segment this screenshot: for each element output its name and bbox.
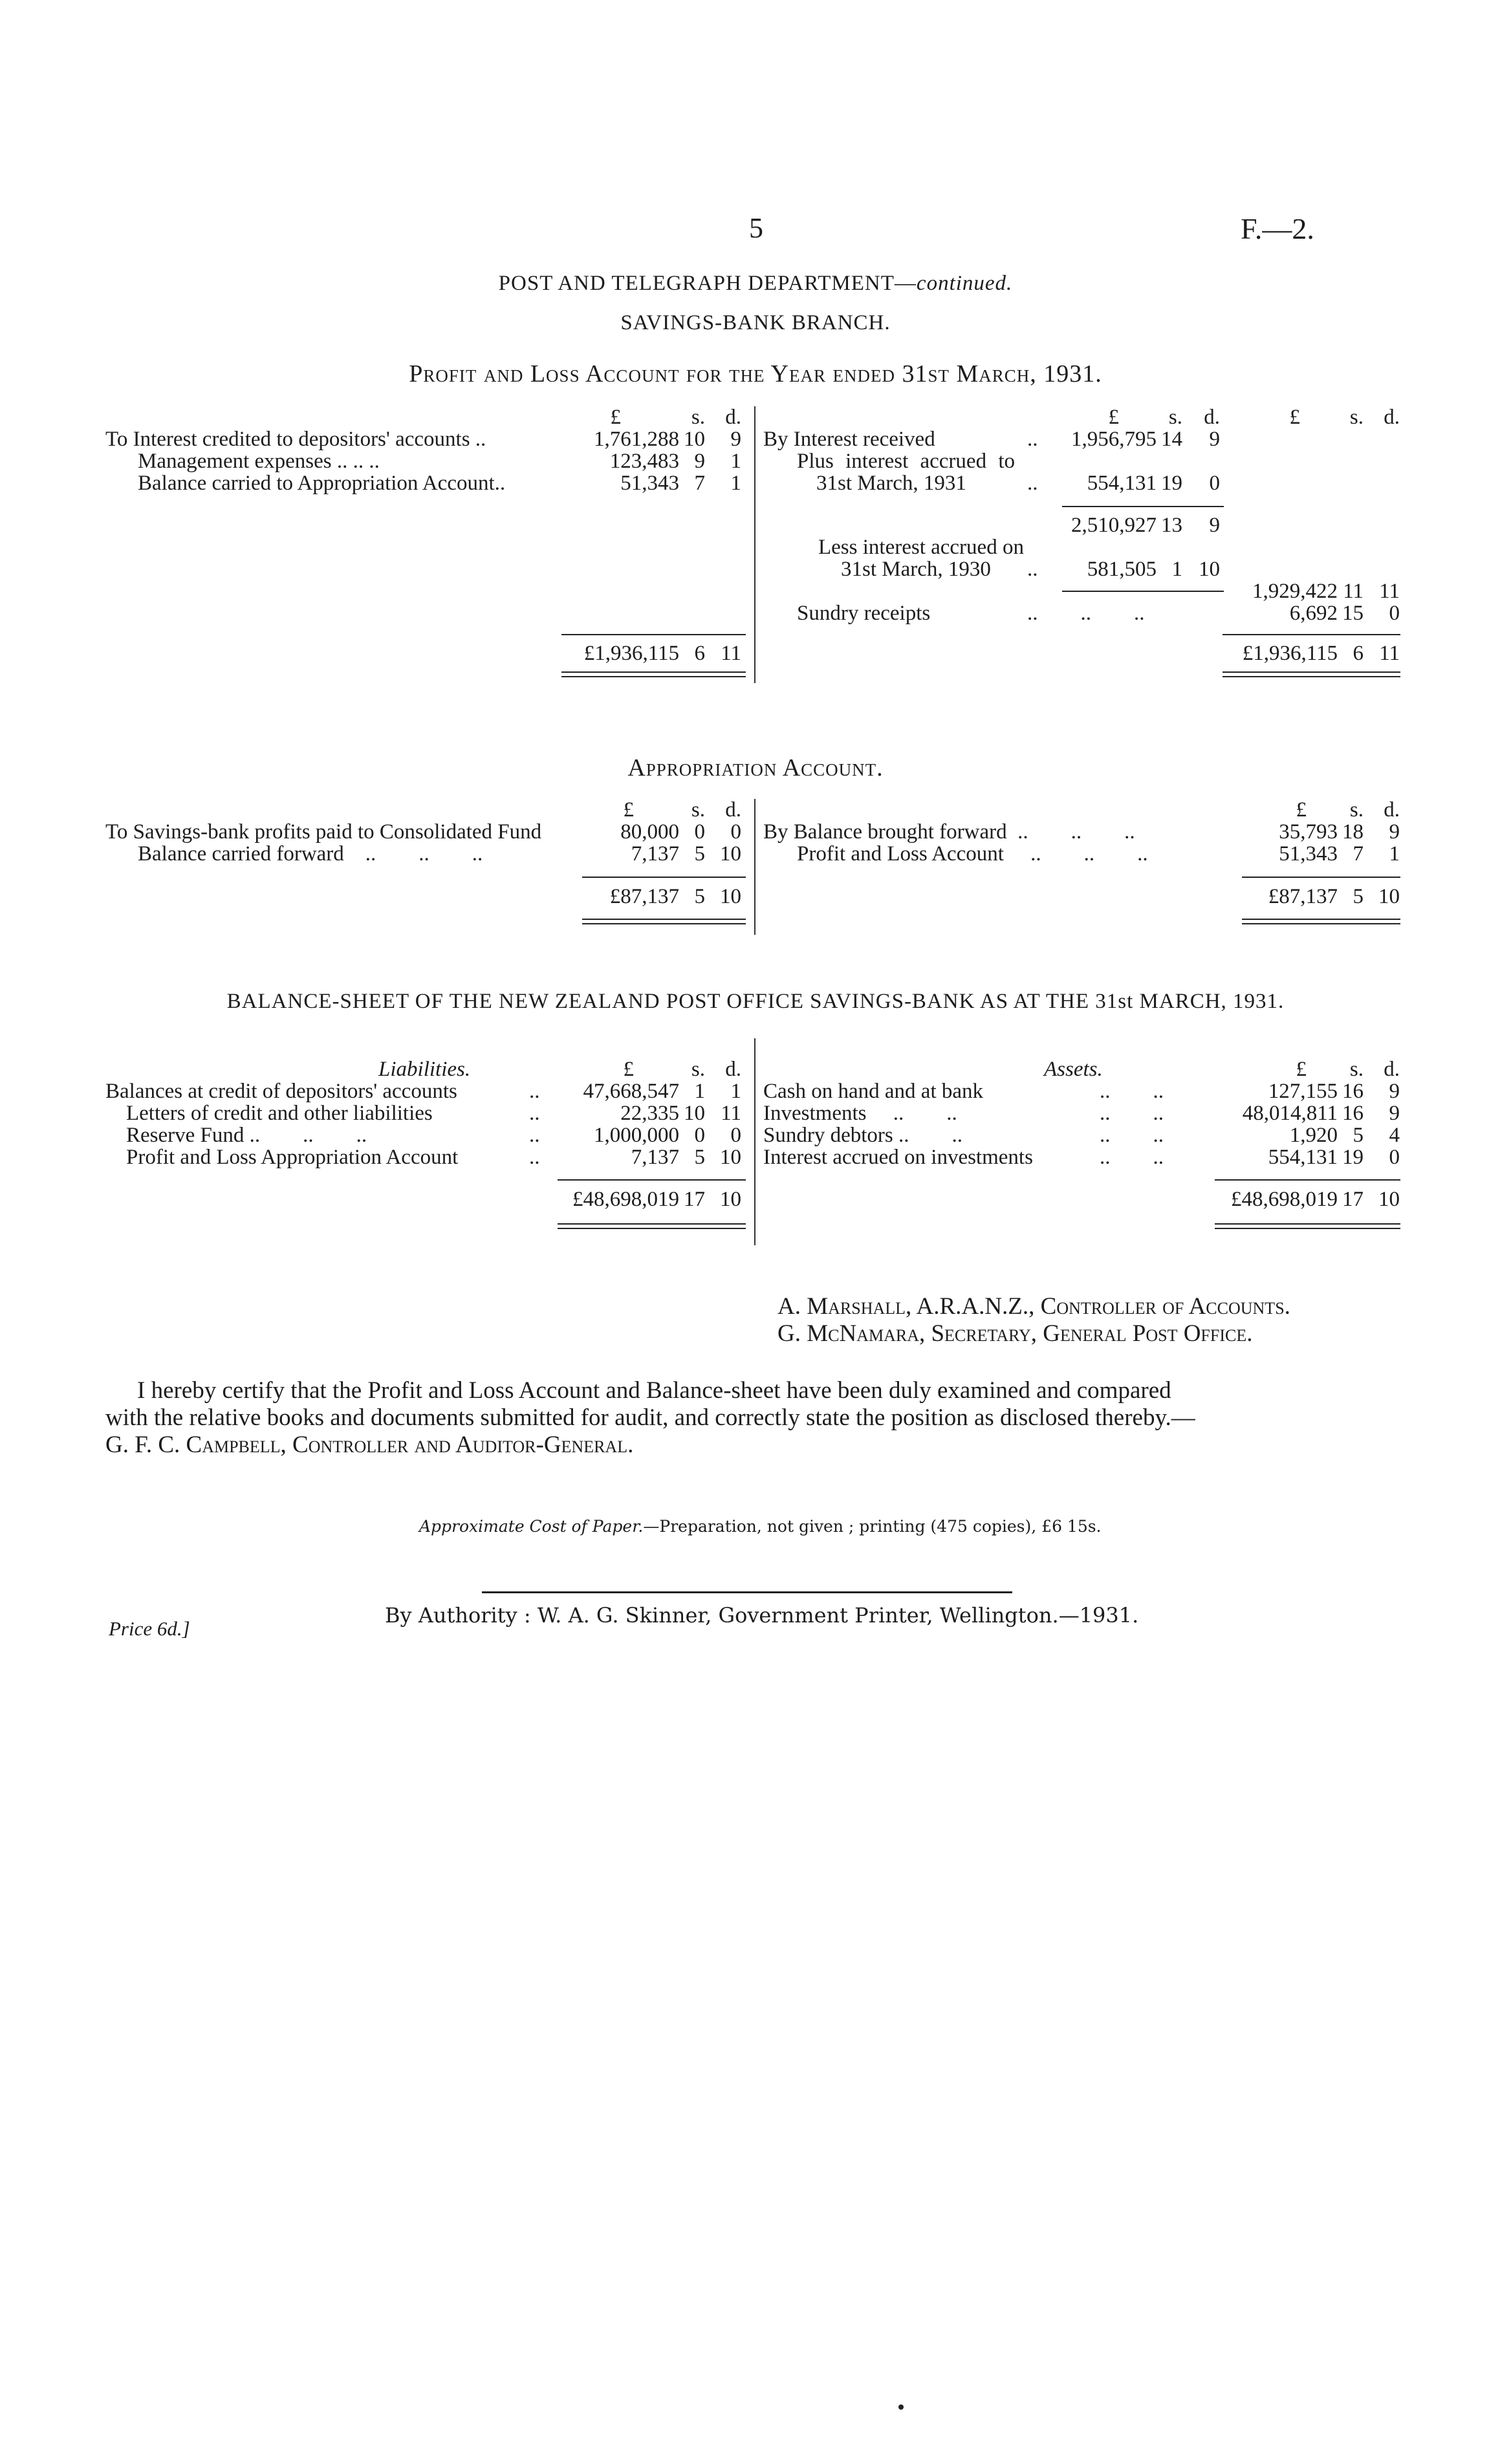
stray-print-mark	[898, 2404, 904, 2410]
price: Price 6d.]	[109, 1617, 190, 1640]
app-cr-row-pounds: 51,343	[1279, 842, 1338, 866]
pl-cr-net-rule	[1062, 591, 1224, 592]
pl-cr-pounds-head: £	[1108, 406, 1119, 429]
app-dr-row-pounds: 80,000	[620, 820, 679, 844]
assets-heading: Assets.	[1044, 1058, 1103, 1081]
pl-cr-subtotal-pence: 9	[1209, 514, 1220, 537]
page-number: 5	[749, 212, 763, 244]
authority-imprint: By Authority : W. A. G. Skinner, Government Printer, Wellington.—1931.	[385, 1603, 1139, 1628]
pl-cr-plus-dots: ..	[1027, 472, 1038, 495]
pl-cr-pence2-head: d.	[1384, 406, 1400, 429]
bs-liab-row-shillings: 10	[684, 1102, 705, 1125]
pl-cr-subtotal-shillings: 13	[1161, 514, 1182, 537]
bs-asset-row-label: Interest accrued on investments	[763, 1146, 1033, 1169]
bs-asset-row-label: Investments .. ..	[763, 1102, 957, 1125]
app-cr-row-label: Profit and Loss Account .. .. ..	[797, 842, 1148, 866]
department-continued: continued.	[916, 272, 1013, 295]
pl-cr-shillings-head: s.	[1168, 406, 1182, 429]
pl-cr-sundry-dots: .. .. ..	[1027, 602, 1145, 625]
app-cr-row-shillings: 7	[1353, 842, 1364, 866]
bs-assets-shillings-head: s.	[1349, 1058, 1364, 1081]
app-dr-row-pounds: 7,137	[631, 842, 679, 866]
appropriation-divider	[754, 799, 756, 935]
pl-cr-pounds2-head: £	[1289, 406, 1300, 429]
appropriation-title: Appropriation Account.	[627, 754, 884, 781]
bs-liab-row-shillings: 5	[694, 1146, 705, 1169]
pl-dr-row-pounds: 51,343	[620, 472, 679, 495]
bs-asset-row-dots: .. ..	[1100, 1080, 1164, 1103]
bs-asset-row-pounds: 1,920	[1289, 1124, 1338, 1147]
certificate-line: with the relative books and documents submitted for audit, and correctly state the position as disclosed thereby.—	[105, 1404, 1195, 1431]
bs-asset-row-dots: .. ..	[1100, 1102, 1164, 1125]
bs-liab-row-shillings: 0	[694, 1124, 705, 1147]
app-cr-row-pence: 1	[1389, 842, 1400, 866]
bs-liab-row-dots: ..	[529, 1102, 540, 1125]
cost-of-paper-text: —Preparation, not given ; printing (475 copies), £6 15s.	[643, 1517, 1102, 1536]
pl-dr-total-shillings: 6	[694, 642, 705, 665]
certificate-signature: G. F. C. Campbell, Controller and Auditor-General.	[105, 1432, 634, 1458]
bs-asset-row-label: Sundry debtors .. ..	[763, 1124, 962, 1147]
bs-asset-row-dots: .. ..	[1100, 1124, 1164, 1147]
pl-dr-total-rule	[561, 634, 746, 635]
bs-asset-row-pence: 9	[1389, 1102, 1400, 1125]
pl-dr-total-double-rule	[561, 671, 746, 677]
document-reference: F.—2.	[1241, 212, 1314, 245]
bs-liab-row-pence: 0	[730, 1124, 741, 1147]
pl-cr-interest-pence: 9	[1209, 428, 1220, 451]
pl-dr-row-shillings: 10	[684, 428, 705, 451]
pl-cr-less-shillings: 1	[1171, 558, 1182, 581]
app-cr-total-pence: 10	[1378, 885, 1400, 908]
app-cr-row-shillings: 18	[1342, 820, 1364, 844]
pl-cr-plus-date: 31st March, 1931	[816, 472, 966, 495]
app-dr-pounds-head: £	[623, 798, 634, 822]
bs-assets-pounds-head: £	[1296, 1058, 1307, 1081]
bs-liab-pounds-head: £	[623, 1058, 634, 1081]
app-cr-total-rule	[1242, 877, 1400, 878]
bs-liab-row-dots: ..	[529, 1124, 540, 1147]
app-cr-row-pounds: 35,793	[1279, 820, 1338, 844]
bs-assets-total-shillings: 17	[1342, 1188, 1364, 1211]
bs-asset-row-dots: .. ..	[1100, 1146, 1164, 1169]
pl-cr-total-rule	[1223, 634, 1400, 635]
pl-cr-total-pence: 11	[1379, 642, 1400, 665]
bs-liab-row-shillings: 1	[694, 1080, 705, 1103]
bs-asset-row-shillings: 19	[1342, 1146, 1364, 1169]
pl-dr-row-shillings: 9	[694, 450, 705, 473]
app-cr-pence-head: d.	[1384, 798, 1400, 822]
app-cr-total-double-rule	[1242, 919, 1400, 924]
bs-liab-row-label: Profit and Loss Appropriation Account	[126, 1146, 459, 1169]
bs-liab-shillings-head: s.	[691, 1058, 705, 1081]
app-dr-total-rule	[582, 877, 746, 878]
liabilities-heading: Liabilities.	[378, 1058, 471, 1081]
pl-cr-pence-head: d.	[1204, 406, 1220, 429]
app-dr-row-label: To Savings-bank profits paid to Consolidated Fund	[105, 820, 542, 844]
app-dr-row-shillings: 0	[694, 820, 705, 844]
bs-liab-row-dots: ..	[529, 1146, 540, 1169]
app-cr-total-shillings: 5	[1353, 885, 1364, 908]
app-dr-pence-head: d.	[725, 798, 741, 822]
app-dr-total-pence: 10	[720, 885, 741, 908]
pl-cr-sundry-label: Sundry receipts	[797, 602, 931, 625]
pl-cr-less-label: Less interest accrued on	[818, 536, 1024, 559]
certificate-line: I hereby certify that the Profit and Loss Account and Balance-sheet have been duly examined and compared	[137, 1377, 1171, 1404]
balance-sheet-divider	[754, 1038, 756, 1245]
pl-cr-total-shillings: 6	[1353, 642, 1364, 665]
bs-asset-row-pounds: 127,155	[1268, 1080, 1338, 1103]
profit-loss-divider	[754, 406, 756, 683]
profit-loss-title: Profit and Loss Account for the Year ended 31st March, 1931.	[409, 360, 1102, 387]
bs-liab-row-pounds: 1,000,000	[594, 1124, 679, 1147]
pl-cr-sundry-shillings: 15	[1342, 602, 1364, 625]
bs-liab-total-pounds: £48,698,019	[572, 1188, 679, 1211]
pl-dr-pence-head: d.	[725, 406, 741, 429]
pl-dr-row-label: To Interest credited to depositors' accounts ..	[105, 428, 486, 451]
bs-liab-row-pence: 1	[730, 1080, 741, 1103]
pl-cr-interest-label: By Interest received	[763, 428, 935, 451]
pl-cr-sundry-pounds: 6,692	[1289, 602, 1338, 625]
cost-of-paper	[419, 1517, 1102, 1536]
pl-dr-shillings-head: s.	[691, 406, 705, 429]
app-dr-total-pounds: £87,137	[609, 885, 679, 908]
pl-cr-interest-dots: ..	[1027, 428, 1038, 451]
pl-dr-pounds-head: £	[610, 406, 621, 429]
pl-cr-plus-label: Plus interest accrued to	[797, 450, 1015, 473]
bs-liab-row-pounds: 22,335	[620, 1102, 679, 1125]
pl-cr-subtotal-pounds: 2,510,927	[1071, 514, 1157, 537]
pl-cr-net-pence: 11	[1379, 580, 1400, 603]
app-cr-pounds-head: £	[1296, 798, 1307, 822]
app-dr-row-pence: 10	[720, 842, 741, 866]
department-heading	[0, 272, 1511, 296]
pl-dr-row-pounds: 1,761,288	[594, 428, 679, 451]
pl-cr-less-date: 31st March, 1930	[841, 558, 991, 581]
app-dr-row-pence: 0	[730, 820, 741, 844]
bs-asset-row-shillings: 16	[1342, 1102, 1364, 1125]
bs-asset-row-pence: 9	[1389, 1080, 1400, 1103]
pl-dr-row-pence: 1	[730, 472, 741, 495]
pl-cr-sundry-pence: 0	[1389, 602, 1400, 625]
app-cr-row-pence: 9	[1389, 820, 1400, 844]
bs-liab-row-label: Balances at credit of depositors' accounts	[105, 1080, 457, 1103]
pl-cr-subtotal-rule	[1062, 506, 1224, 507]
pl-dr-row-label: Balance carried to Appropriation Account..	[138, 472, 506, 495]
bs-assets-total-double-rule	[1215, 1223, 1400, 1229]
app-dr-total-double-rule	[582, 919, 746, 924]
bs-liab-row-pence: 10	[720, 1146, 741, 1169]
bs-asset-row-pence: 4	[1389, 1124, 1400, 1147]
bs-liab-row-pounds: 47,668,547	[583, 1080, 679, 1103]
pl-dr-row-pounds: 123,483	[609, 450, 679, 473]
pl-cr-plus-shillings: 19	[1161, 472, 1182, 495]
bs-asset-row-shillings: 5	[1353, 1124, 1364, 1147]
bs-asset-row-pence: 0	[1389, 1146, 1400, 1169]
signature-controller: A. Marshall, A.R.A.N.Z., Controller of Accounts.	[777, 1293, 1290, 1320]
app-cr-shillings-head: s.	[1349, 798, 1364, 822]
bs-assets-total-pence: 10	[1378, 1188, 1400, 1211]
balance-sheet-title: BALANCE-SHEET OF THE NEW ZEALAND POST OFFICE SAVINGS-BANK AS AT THE 31st MARCH, 1931.	[226, 990, 1285, 1013]
bs-liab-total-pence: 10	[720, 1188, 741, 1211]
app-cr-total-pounds: £87,137	[1268, 885, 1338, 908]
pl-dr-row-pence: 1	[730, 450, 741, 473]
bs-asset-row-label: Cash on hand and at bank	[763, 1080, 984, 1103]
pl-cr-less-dots: ..	[1027, 558, 1038, 581]
pl-cr-interest-pounds: 1,956,795	[1071, 428, 1157, 451]
bs-liab-row-pence: 11	[721, 1102, 741, 1125]
pl-cr-interest-shillings: 14	[1161, 428, 1182, 451]
pl-cr-shillings2-head: s.	[1349, 406, 1364, 429]
bs-liab-pence-head: d.	[725, 1058, 741, 1081]
pl-cr-total-pounds: £1,936,115	[1242, 642, 1338, 665]
pl-cr-less-pence: 10	[1199, 558, 1220, 581]
pl-dr-row-pence: 9	[730, 428, 741, 451]
pl-dr-total-pence: 11	[721, 642, 741, 665]
bs-asset-row-shillings: 16	[1342, 1080, 1364, 1103]
bs-assets-total-pounds: £48,698,019	[1231, 1188, 1338, 1211]
pl-cr-plus-pence: 0	[1209, 472, 1220, 495]
pl-cr-net-shillings: 11	[1343, 580, 1364, 603]
pl-dr-row-label: Management expenses .. .. ..	[138, 450, 380, 473]
bs-assets-total-rule	[1215, 1179, 1400, 1181]
pl-dr-total-pounds: £1,936,115	[583, 642, 679, 665]
bs-liab-total-shillings: 17	[684, 1188, 705, 1211]
bs-liab-row-label: Reserve Fund .. .. ..	[126, 1124, 367, 1147]
app-dr-row-label: Balance carried forward .. .. ..	[138, 842, 483, 866]
bs-assets-pence-head: d.	[1384, 1058, 1400, 1081]
bs-liab-row-dots: ..	[529, 1080, 540, 1103]
pl-cr-net-pounds: 1,929,422	[1252, 580, 1338, 603]
bs-asset-row-pounds: 48,014,811	[1242, 1102, 1338, 1125]
app-dr-total-shillings: 5	[694, 885, 705, 908]
pl-cr-less-pounds: 581,505	[1087, 558, 1157, 581]
footer-rule	[482, 1591, 1012, 1593]
cost-of-paper-label: Approximate Cost of Paper.	[419, 1517, 644, 1536]
bs-liab-total-double-rule	[558, 1223, 746, 1229]
pl-cr-plus-pounds: 554,131	[1087, 472, 1157, 495]
app-dr-row-shillings: 5	[694, 842, 705, 866]
signature-secretary: G. McNamara, Secretary, General Post Office.	[777, 1320, 1253, 1347]
app-cr-row-label: By Balance brought forward .. .. ..	[763, 820, 1135, 844]
pl-cr-total-double-rule	[1223, 671, 1400, 677]
branch-heading: SAVINGS-BANK BRANCH.	[620, 311, 891, 334]
bs-liab-total-rule	[558, 1179, 746, 1181]
bs-asset-row-pounds: 554,131	[1268, 1146, 1338, 1169]
bs-liab-row-pounds: 7,137	[631, 1146, 679, 1169]
app-dr-shillings-head: s.	[691, 798, 705, 822]
pl-dr-row-shillings: 7	[694, 472, 705, 495]
department-name: POST AND TELEGRAPH DEPARTMENT—	[498, 272, 917, 295]
bs-liab-row-label: Letters of credit and other liabilities	[126, 1102, 433, 1125]
